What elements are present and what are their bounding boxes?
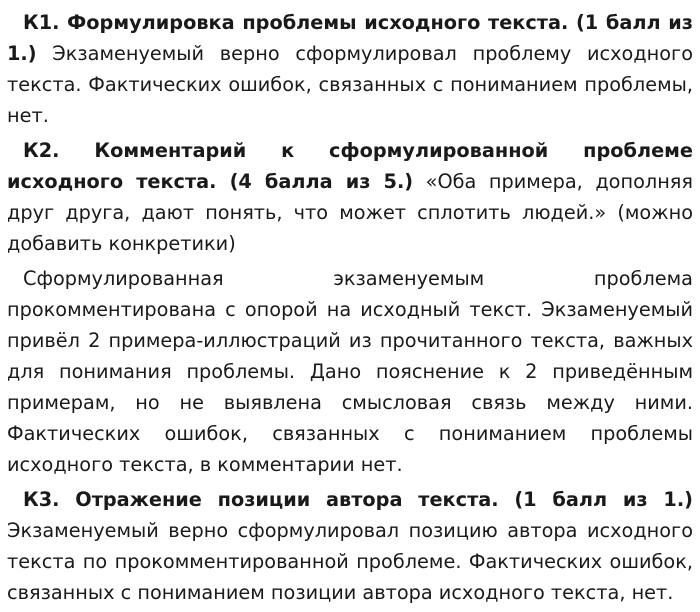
criterion-k3 [7, 484, 693, 608]
criterion-k1-heading: К1. Формулировка проблемы исходного текста. (1 балл из 1.) [7, 11, 693, 65]
criterion-k3-body: Экзаменуемый верно сформулировал позицию автора исходного текста по прокомментированной проблеме. Фактических ошибок, связанных с пониманием позиции автора исходного текста, нет. [7, 519, 693, 604]
criterion-k2-body: «Оба примера, дополняя друг друга, дают понять, что может сплотить людей.» (можно добавить конкретики) [7, 170, 693, 255]
criterion-k1 [7, 7, 693, 131]
criterion-k2-heading: К2. Комментарий к сформулированной проблеме исходного текста. (4 балла из 5.) [7, 139, 693, 193]
criterion-k2-comment: Сформулированная экзаменуемым проблема прокомментирована с опорой на исходный текст. Экзаменуемый привёл 2 примера-иллюстраций из прочитанного текста, важных для понимания проблемы. Дано пояснение к 2 приведённым примерам, но не выявлена смысловая связь между ними. Фактических ошибок, связанных с пониманием проблемы исходного текста, в комментарии нет. [7, 267, 693, 476]
assessment-document [7, 7, 693, 612]
criterion-k1-body: Экзаменуемый верно сформулировал проблему исходного текста. Фактических ошибок, связанных с пониманием проблемы, нет. [7, 42, 693, 127]
criterion-k2 [7, 135, 693, 259]
criterion-k3-heading: К3. Отражение позиции автора текста. (1 балл из 1.) [23, 488, 693, 511]
